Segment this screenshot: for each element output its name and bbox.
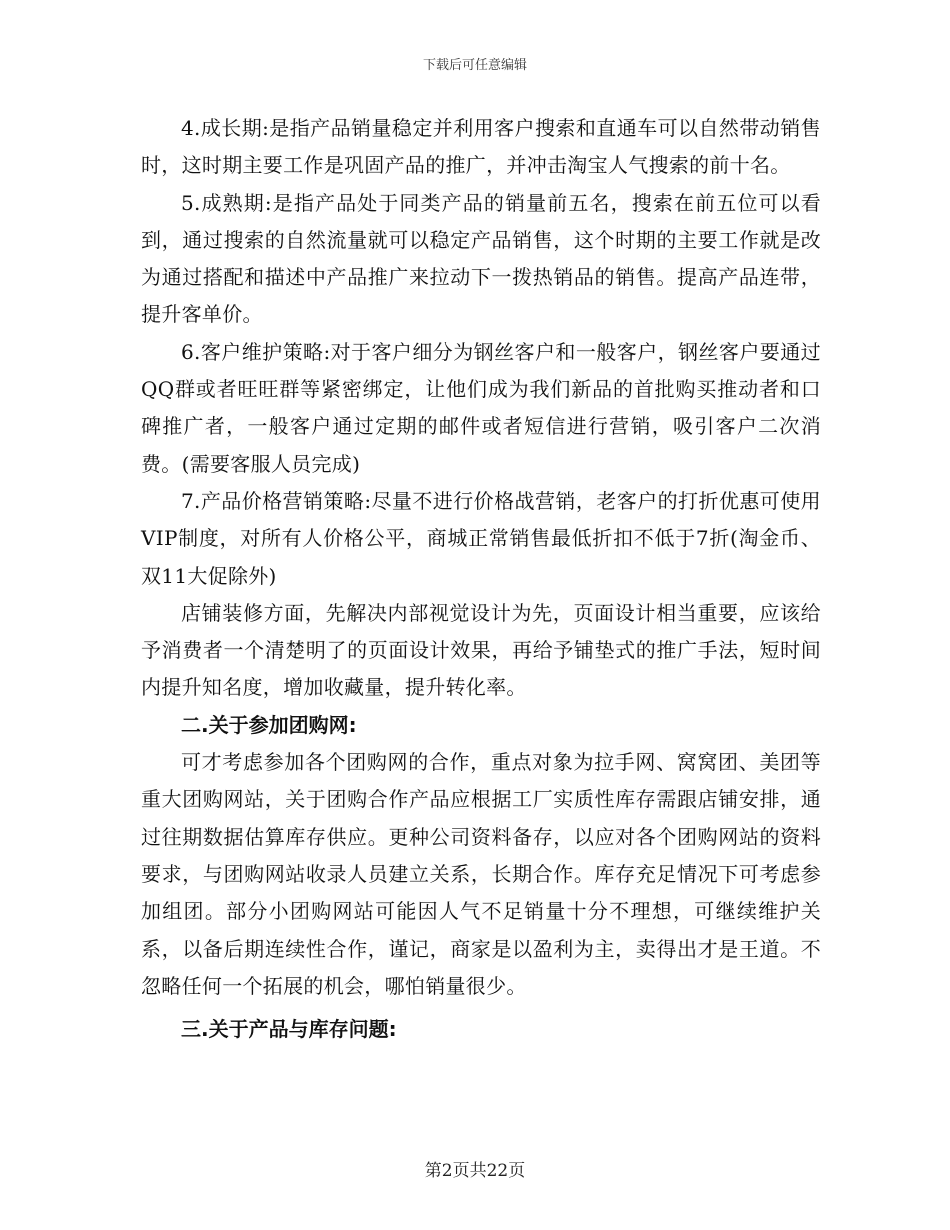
- paragraph-mature-stage: 5.成熟期:是指产品处于同类产品的销量前五名，搜索在前五位可以看到，通过搜索的自然流量就可以稳定产品销售，这个时期的主要工作就是改为通过搭配和描述中产品推广来拉动下一拨热销品的销售。提高产品连带，提升客单价。: [141, 190, 821, 327]
- section-heading-group-buying: 二.关于参加团购网:: [181, 712, 357, 737]
- paragraph-customer-maintenance: 6.客户维护策略:对于客户细分为钢丝客户和一般客户，钢丝客户要通过QQ群或者旺旺群等紧密绑定，让他们成为我们新品的首批购买推动者和口碑推广者，一般客户通过定期的邮件或者短信进行营销，吸引客户二次消费。(需要客服人员完成): [141, 339, 821, 476]
- paragraph-growth-stage: 4.成长期:是指产品销量稳定并利用客户搜索和直通车可以自然带动销售时，这时期主要工作是巩固产品的推广，并冲击淘宝人气搜索的前十名。: [141, 116, 821, 178]
- page-header: 下载后可任意编辑: [422, 58, 527, 73]
- paragraph-store-decoration: 店铺装修方面，先解决内部视觉设计为先，页面设计相当重要，应该给予消费者一个清楚明了的页面设计效果，再给予铺垫式的推广手法，短时间内提升知名度，增加收藏量，提升转化率。: [141, 600, 821, 700]
- section-heading-product-inventory: 三.关于产品与库存问题:: [181, 1017, 397, 1042]
- paragraph-group-buying: 可才考虑参加各个团购网的合作，重点对象为拉手网、窝窝团、美团等重大团购网站，关于团购合作产品应根据工厂实质性库存需跟店铺安排，通过往期数据估算库存供应。更种公司资料备存，以应对各个团购网站的资料要求，与团购网站收录人员建立关系，长期合作。库存充足情况下可考虑参加组团。部分小团购网站可能因人气不足销量十分不理想，可继续维护关系，以备后期连续性合作，谨记，商家是以盈利为主，卖得出才是王道。不忽略任何一个拓展的机会，哪怕销量很少。: [141, 750, 821, 998]
- page-number: 第2页共22页: [424, 1161, 526, 1181]
- paragraph-price-strategy: 7.产品价格营销策略:尽量不进行价格战营销，老客户的打折优惠可使用VIP制度，对所有人价格公平，商城正常销售最低折扣不低于7折(淘金币、双11大促除外): [141, 488, 821, 588]
- document-body: [141, 110, 821, 1048]
